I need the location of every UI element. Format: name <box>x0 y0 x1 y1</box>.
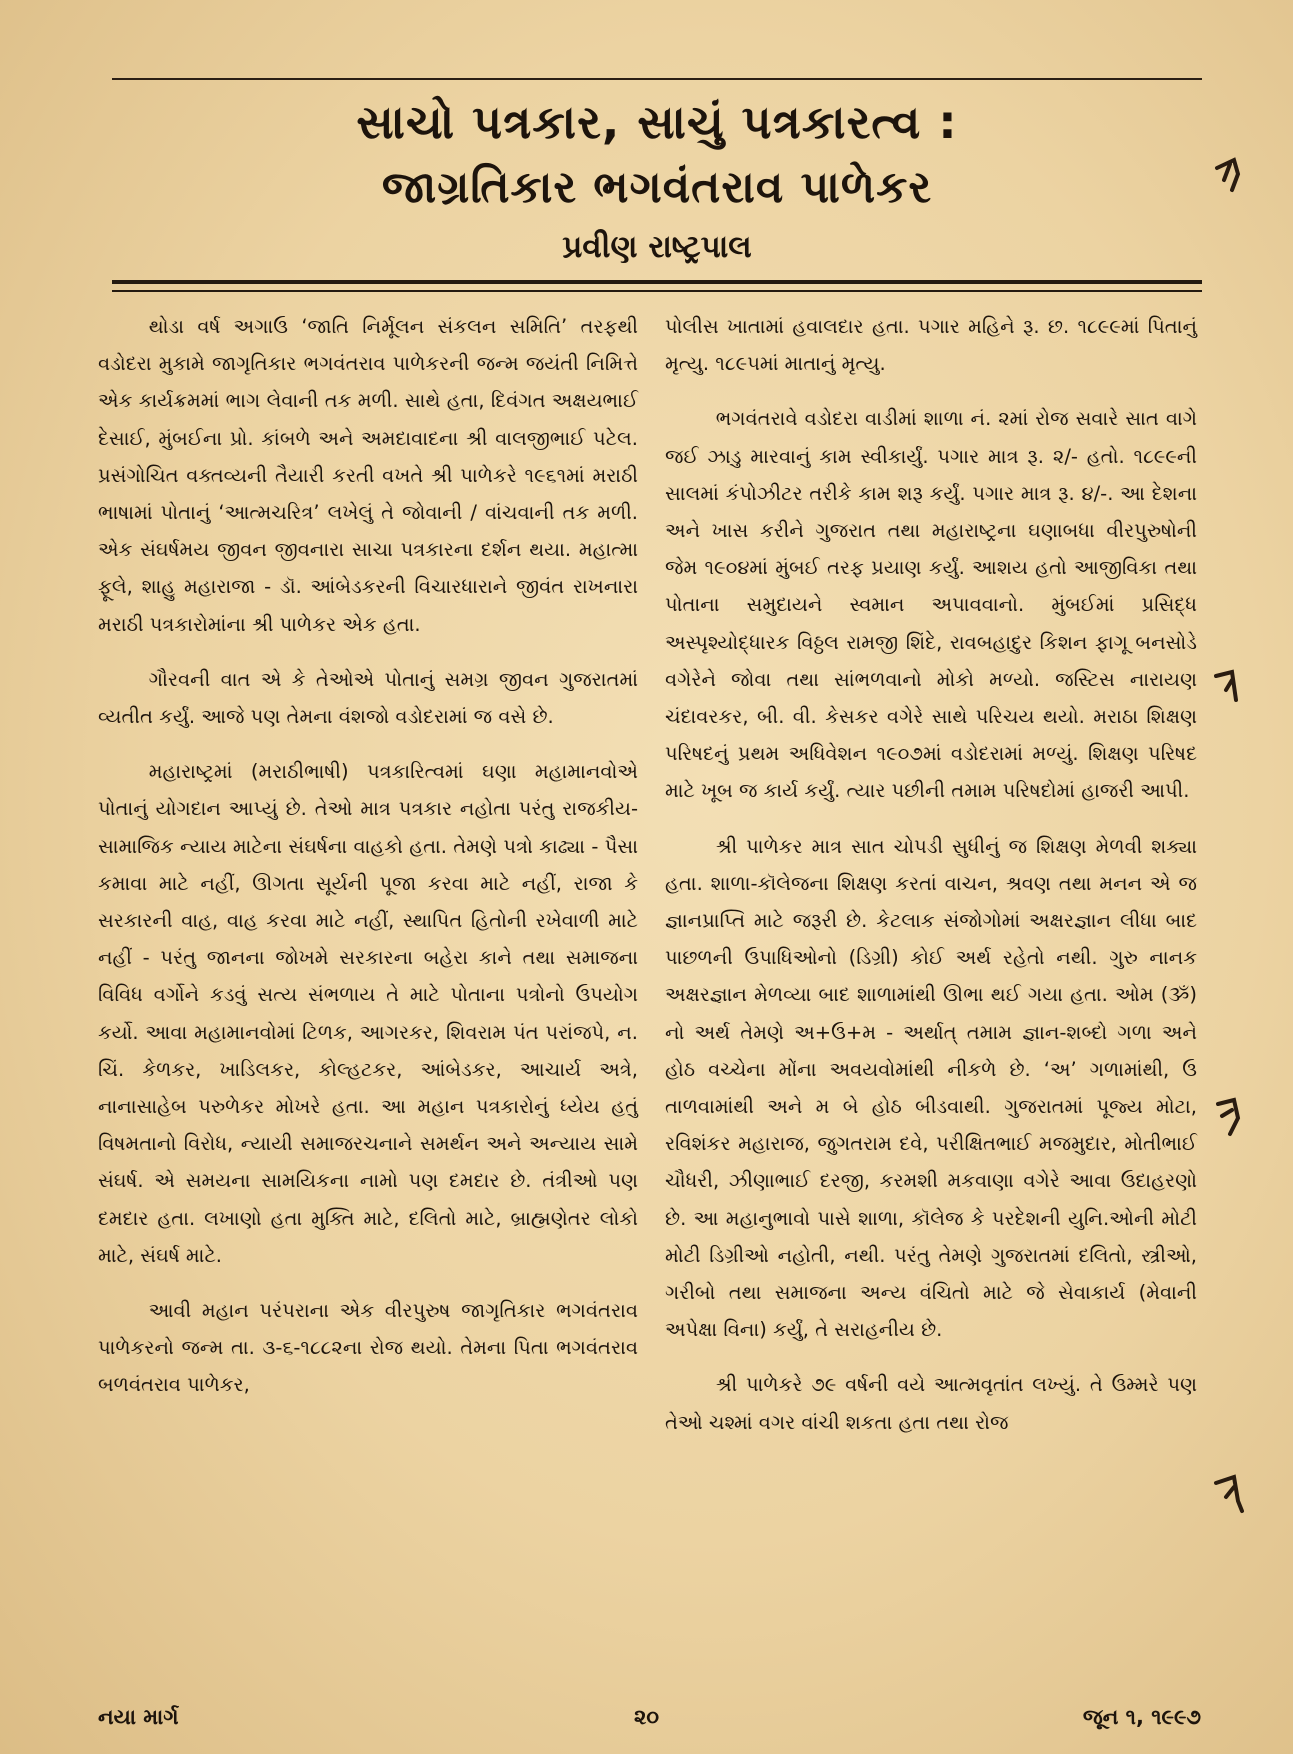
title-double-rule-thick <box>112 280 1202 284</box>
page-scratch-mark <box>1212 660 1252 710</box>
paragraph: થોડા વર્ષ અગાઉ ‘જાતિ નિર્મૂલન સંકલન સમિતિ’ તરફથી વડોદરા મુકામે જાગૃતિકાર ભગવંતરાવ પાળેકરની જન્મ જયંતી નિમિત્તે એક કાર્યક્રમમાં ભાગ લેવાની તક મળી. સાથે હતા, દિવંગત અક્ષયભાઈ દેસાઈ, મુંબઈના પ્રો. કાંબળે અને અમદાવાદના શ્રી વાલજીભાઈ પટેલ. પ્રસંગોચિત વક્તવ્યની તૈયારી કરતી વખતે શ્રી પાળેકરે ૧૯૬૧માં મરાઠી ભાષામાં પોતાનું ‘આત્મચરિત્ર’ લખેલું તે જોવાની / વાંચવાની તક મળી. એક સંઘર્ષમય જીવન જીવનારા સાચા પત્રકારના દર્શન થયા. મહાત્મા ફૂલે, શાહુ મહારાજા - ડૉ. આંબેડકરની વિચારધારાને જીવંત રાખનારા મરાઠી પત્રકારોમાંના શ્રી પાળેકર એક હતા. <box>98 315 638 636</box>
footer-date: જૂન ૧, ૧૯૯૭ <box>1082 1705 1201 1729</box>
article-title-line-2: જાગ્રતિકાર ભગવંતરાવ પાળેકર <box>381 162 933 213</box>
page-scratch-mark <box>1212 1465 1252 1515</box>
paragraph: મહારાષ્ટ્રમાં (મરાઠીભાષી) પત્રકારિત્વમાં ઘણા મહામાનવોએ પોતાનું યોગદાન આપ્યું છે. તેઓ માત્ર પત્રકાર નહોતા પરંતુ રાજકીય-સામાજિક ન્યાય માટેના સંઘર્ષના વાહકો હતા. તેમણે પત્રો કાઢ્યા - પૈસા કમાવા માટે નહીં, ઊગતા સૂર્યની પૂજા કરવા માટે નહીં, રાજા કે સરકારની વાહ, વાહ કરવા માટે નહીં, સ્થાપિત હિતોની રખેવાળી માટે નહીં - પરંતુ જાનના જોખમે સરકારના બહેરા કાને તથા સમાજના વિવિધ વર્ગોને કડવું સત્ય સંભળાય તે માટે પોતાના પત્રોનો ઉપયોગ કર્યો. આવા મહામાનવોમાં ટિળક, આગરકર, શિવરામ પંત પરાંજપે, ન. ચિં. કેળકર, ખાડિલકર, કોલ્હટકર, આંબેડકર, આચાર્ય અત્રે, નાનાસાહેબ પરુળેકર મોખરે હતા. આ મહાન પત્રકારોનું ધ્યેય હતું વિષમતાનો વિરોધ, ન્યાયી સમાજરચનાને સમર્થન અને અન્યાય સામે સંઘર્ષ. એ સમયના સામયિકના નામો પણ દમદાર છે. તંત્રીઓ પણ દમદાર હતા. લખાણો હતા મુક્તિ માટે, દલિતો માટે, બ્રાહ્મણેતર લોકો માટે, સંઘર્ષ માટે. <box>98 760 638 1267</box>
right-column <box>665 308 1197 1441</box>
page-scratch-mark <box>1212 150 1252 200</box>
title-double-rule-thin <box>112 290 1202 292</box>
paragraph: પોલીસ ખાતામાં હવાલદાર હતા. પગાર મહિને રૂ. છ. ૧૮૯૯માં પિતાનું મૃત્યુ. ૧૮૯૫માં માતાનું મૃત્યુ. <box>665 315 1197 376</box>
paragraph: આવી મહાન પરંપરાના એક વીરપુરુષ જાગૃતિકાર ભગવંતરાવ પાળેકરનો જન્મ તા. ૩-૬-૧૮૮૨ના રોજ થયો. તેમના પિતા ભગવંતરાવ બળવંતરાવ પાળેકર, <box>98 1299 638 1397</box>
paragraph: ભગવંતરાવે વડોદરા વાડીમાં શાળા નં. ૨માં રોજ સવારે સાત વાગે જઈ ઝાડુ મારવાનું કામ સ્વીકાર્યું. પગાર માત્ર રૂ. ૨/- હતો. ૧૮૯૯ની સાલમાં કંપોઝીટર તરીકે કામ શરૂ કર્યું. પગાર માત્ર રૂ. ૪/-. આ દેશના અને ખાસ કરીને ગુજરાત તથા મહારાષ્ટ્રના ઘણાબધા વીરપુરુષોની જેમ ૧૯૦૪માં મુંબઈ તરફ પ્રયાણ કર્યું. આશય હતો આજીવિકા તથા પોતાના સમુદાયને સ્વમાન અપાવવાનો. મુંબઈમાં પ્રસિદ્ધ અસ્પૃશ્યોદ્ધારક વિઠ્ઠલ રામજી શિંદે, રાવબહાદુર કિશન ફાગૂ બનસોડે વગેરેને જોવા તથા સાંભળવાનો મોકો મળ્યો. જસ્ટિસ નારાયણ ચંદાવરકર, બી. વી. કેસકર વગેરે સાથે પરિચય થયો. મરાઠા શિક્ષણ પરિષદનું પ્રથમ અધિવેશન ૧૯૦૭માં વડોદરામાં મળ્યું. શિક્ષણ પરિષદ માટે ખૂબ જ કાર્ય કર્યું. ત્યાર પછીની તમામ પરિષદોમાં હાજરી આપી. <box>665 407 1197 803</box>
footer-page-number: ૨૦ <box>634 1705 659 1729</box>
page-scratch-mark <box>1212 1090 1252 1140</box>
paragraph: શ્રી પાળેકર માત્ર સાત ચોપડી સુધીનું જ શિક્ષણ મેળવી શક્યા હતા. શાળા-કૉલેજના શિક્ષણ કરતાં વાચન, શ્રવણ તથા મનન એ જ જ્ઞાનપ્રાપ્તિ માટે જરૂરી છે. કેટલાક સંજોગોમાં અક્ષરજ્ઞાન લીધા બાદ પાછળની ઉપાધિઓનો (ડિગ્રી) કોઈ અર્થ રહેતો નથી. ગુરુ નાનક અક્ષરજ્ઞાન મેળવ્યા બાદ શાળામાંથી ઊભા થઈ ગયા હતા. ઓમ (ૐ) નો અર્થ તેમણે અ+ઉ+મ - અર્થાત્ તમામ જ્ઞાન-શબ્દો ગળા અને હોઠ વચ્ચેના મોંના અવયવોમાંથી નીકળે છે. ‘અ’ ગળામાંથી, ઉ તાળવામાંથી અને મ બે હોઠ બીડવાથી. ગુજરાતમાં પૂજ્ય મોટા, રવિશંકર મહારાજ, જુગતરામ દવે, પરીક્ષિતભાઈ મજમુદાર, મોતીભાઈ ચૌધરી, ઝીણાભાઈ દરજી, કરમશી મકવાણા વગેરે આવા ઉદાહરણો છે. આ મહાનુભાવો પાસે શાળા, કૉલેજ કે પરદેશની યુનિ.ઓની મોટી મોટી ડિગ્રીઓ નહોતી, નથી. પરંતુ તેમણે ગુજરાતમાં દલિતો, સ્ત્રીઓ, ગરીબો તથા સમાજના અન્ય વંચિતો માટે જે સેવાકાર્ય (મેવાની અપેક્ષા વિના) કર્યું, તે સરાહનીય છે. <box>665 834 1197 1342</box>
left-column <box>98 308 638 1404</box>
footer-magazine-name: નયા માર્ગ <box>98 1705 179 1729</box>
article-title-line-1: સાચો પત્રકાર, સાચું પત્રકારત્વ : <box>356 95 958 149</box>
paragraph: ગૌરવની વાત એ કે તેઓએ પોતાનું સમગ્ર જીવન ગુજરાતમાં વ્યતીત કર્યું. આજે પણ તેમના વંશજો વડોદરામાં જ વસે છે. <box>98 667 638 729</box>
paragraph: શ્રી પાળેકરે ૭૯ વર્ષની વયે આત્મવૃતાંત લખ્યું. તે ઉમ્મરે પણ તેઓ ચશ્માં વગર વાંચી શકતા હતા તથા રોજ <box>665 1373 1197 1434</box>
top-rule <box>112 78 1202 80</box>
article-author: પ્રવીણ રાષ્ટ્રપાલ <box>562 229 752 265</box>
